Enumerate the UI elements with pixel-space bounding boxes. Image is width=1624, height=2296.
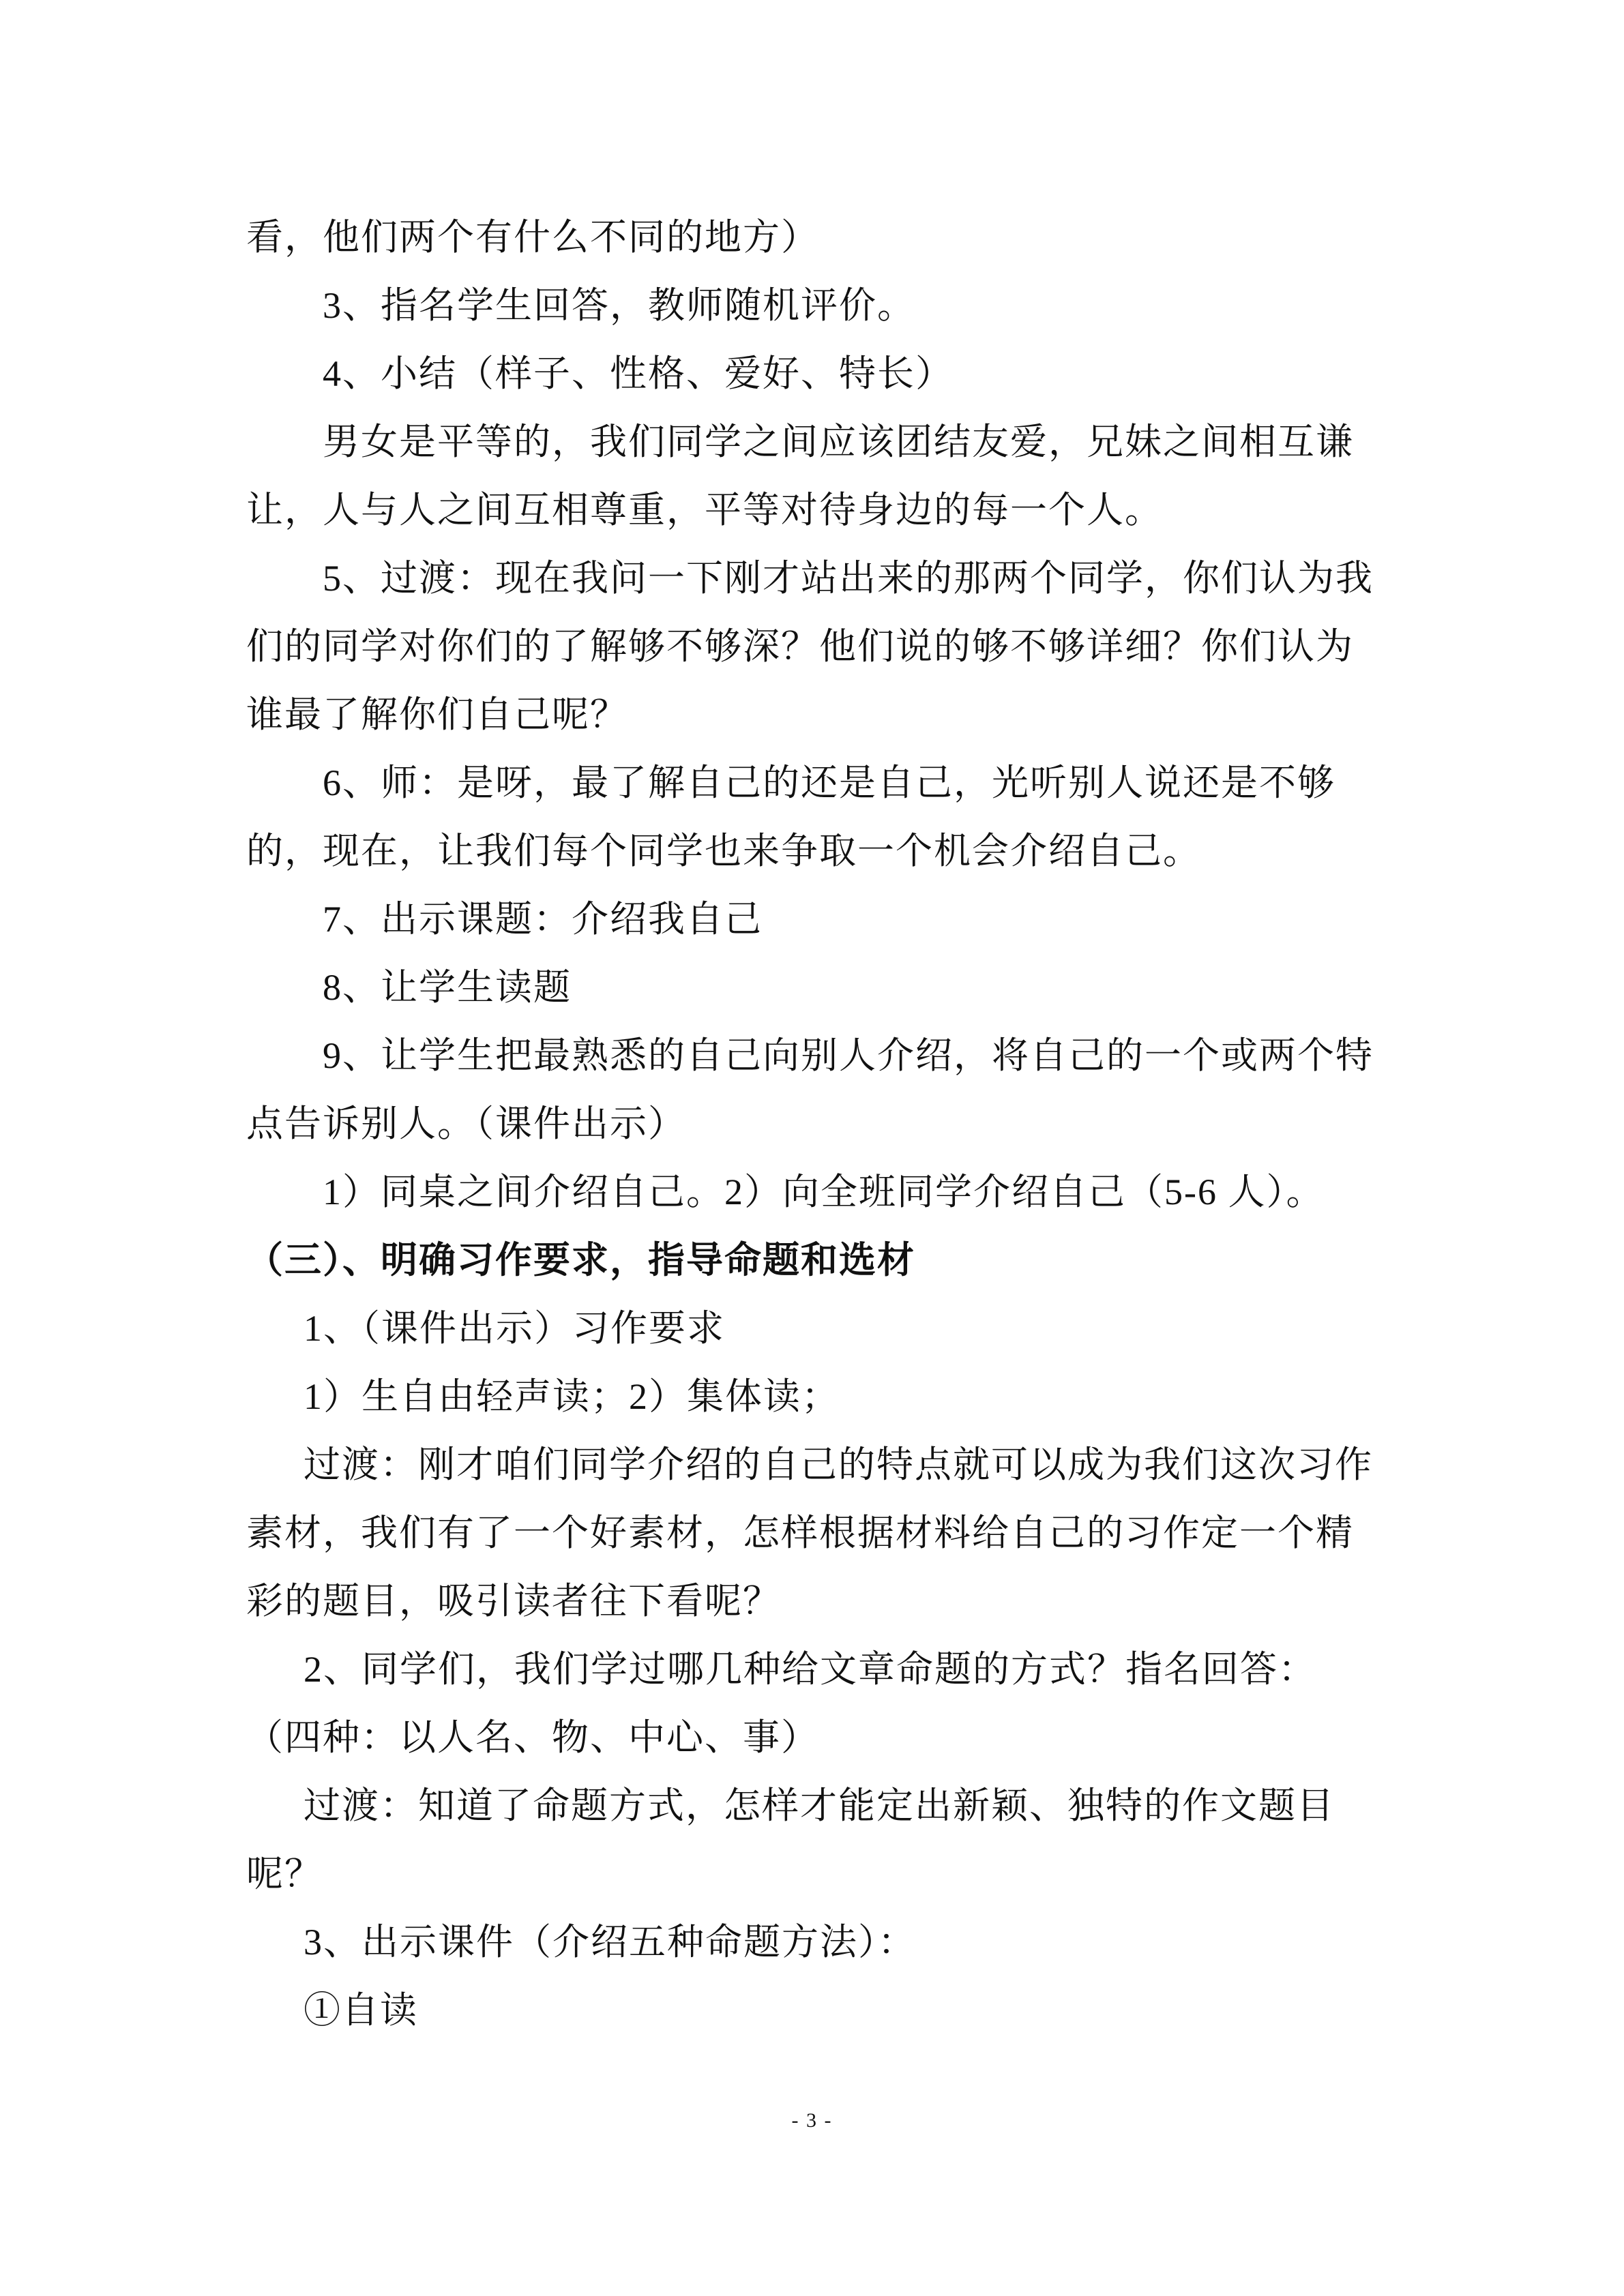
paragraph — [246, 1976, 1378, 2044]
paragraph — [246, 408, 1378, 544]
page-number: - 3 - — [791, 2109, 833, 2132]
text-line: 看，他们两个有什么不同的地方） — [246, 217, 819, 258]
text-line: 6、师：是呀，最了解自己的还是自己，光听别人说还是不够 — [323, 762, 1335, 803]
text-line: 8、让学生读题 — [323, 967, 572, 1008]
text-line: （四种：以人名、物、中心、事） — [246, 1717, 819, 1758]
text-line: 彩的题目，吸引读者往下看呢？ — [246, 1581, 781, 1622]
text-line: 男女是平等的，我们同学之间应该团结友爱，兄妹之间相互谦 — [323, 421, 1354, 462]
text-line: 让，人与人之间互相尊重，平等对待身边的每一个人。 — [246, 490, 1163, 531]
paragraph — [246, 1158, 1378, 1226]
paragraph — [246, 340, 1378, 408]
text-line: ①自读 — [304, 1990, 418, 2031]
paragraph — [246, 1635, 1378, 1772]
paragraph — [246, 1362, 1378, 1431]
text-line: 1）同桌之间介绍自己。2）向全班同学介绍自己（5-6 人）。 — [323, 1172, 1325, 1212]
text-line: 9、让学生把最熟悉的自己向别人介绍，将自己的一个或两个特 — [323, 1035, 1374, 1076]
paragraph — [246, 544, 1378, 749]
text-line: 1）生自由轻声读；2）集体读； — [304, 1376, 840, 1417]
text-line: 5、过渡：现在我问一下刚才站出来的那两个同学，你们认为我 — [323, 558, 1374, 599]
text-line: 7、出示课题：介绍我自己 — [323, 899, 763, 940]
text-line: 呢？ — [246, 1853, 323, 1894]
paragraph — [246, 203, 1378, 271]
text-line: 1、（课件出示）习作要求 — [304, 1308, 725, 1349]
text-line: 过渡：刚才咱们同学介绍的自己的特点就可以成为我们这次习作 — [304, 1444, 1373, 1485]
paragraph — [246, 1294, 1378, 1362]
text-line: 2、同学们，我们学过哪几种给文章命题的方式？指名回答： — [304, 1649, 1316, 1690]
text-line: 们的同学对你们的了解够不够深？他们说的够不够详细？你们认为 — [246, 626, 1354, 667]
paragraph — [246, 1022, 1378, 1158]
paragraph — [246, 1908, 1378, 1976]
paragraph — [246, 885, 1378, 953]
section-heading: （三）、明确习作要求，指导命题和选材 — [246, 1240, 915, 1281]
text-line: 的，现在，让我们每个同学也来争取一个机会介绍自己。 — [246, 831, 1201, 871]
paragraph — [246, 271, 1378, 340]
document-body — [246, 203, 1378, 2044]
text-line: 3、指名学生回答，教师随机评价。 — [323, 285, 915, 326]
paragraph — [246, 1431, 1378, 1635]
text-line: 谁最了解你们自己呢？ — [246, 694, 628, 735]
text-line: 过渡：知道了命题方式，怎样才能定出新颖、独特的作文题目 — [304, 1785, 1335, 1826]
text-line: 4、小结（样子、性格、爱好、特长） — [323, 353, 954, 394]
text-line: 素材，我们有了一个好素材，怎样根据材料给自己的习作定一个精 — [246, 1512, 1354, 1553]
paragraph — [246, 953, 1378, 1022]
paragraph — [246, 749, 1378, 885]
paragraph — [246, 1772, 1378, 1908]
text-line: 3、出示课件（介绍五种命题方法）： — [304, 1922, 916, 1963]
text-line: 点告诉别人。（课件出示） — [246, 1103, 686, 1144]
